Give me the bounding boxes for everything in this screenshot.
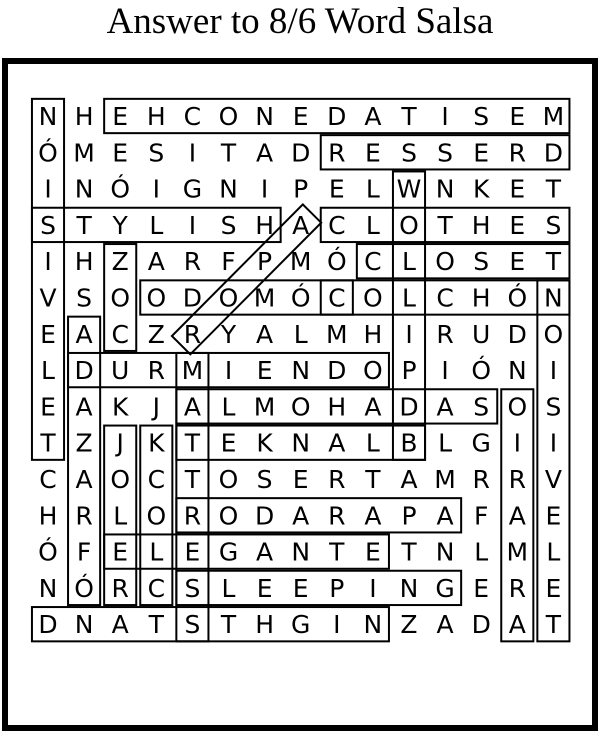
grid-letter[interactable]: F xyxy=(221,247,236,277)
grid-letter[interactable]: D xyxy=(327,356,347,386)
grid-letter[interactable]: E xyxy=(220,428,237,458)
grid-letter[interactable]: N xyxy=(507,356,527,386)
grid-letter[interactable]: E xyxy=(112,537,129,567)
grid-letter[interactable]: O xyxy=(399,210,419,240)
grid-letter[interactable]: L xyxy=(402,247,416,277)
grid-letter[interactable]: S xyxy=(401,138,417,168)
grid-letter[interactable]: N xyxy=(544,283,563,313)
answer-box-elegante xyxy=(104,534,389,568)
grid-letter[interactable]: T xyxy=(220,610,237,640)
grid-letter[interactable]: A xyxy=(436,610,454,640)
grid-letter[interactable]: Z xyxy=(111,247,129,277)
grid-letter[interactable]: A xyxy=(292,501,310,531)
grid-letter[interactable]: A xyxy=(508,610,526,640)
grid-letter[interactable]: T xyxy=(545,174,562,204)
grid-letter[interactable]: N xyxy=(291,428,311,458)
grid-letter[interactable]: Ó xyxy=(507,283,528,313)
grid-letter[interactable]: S xyxy=(473,102,490,131)
grid-letter[interactable]: N xyxy=(38,573,58,603)
grid-letter[interactable]: L xyxy=(149,537,164,567)
grid-letter[interactable]: C xyxy=(436,283,454,313)
grid-letter[interactable]: O xyxy=(290,392,311,422)
grid-letter[interactable]: I xyxy=(441,356,449,386)
grid-letter[interactable]: J xyxy=(116,428,124,458)
grid-letter[interactable]: A xyxy=(111,610,129,640)
grid-letter[interactable]: O xyxy=(146,283,167,313)
grid-letter[interactable]: E xyxy=(256,356,273,386)
grid-letter[interactable]: N xyxy=(74,610,94,640)
grid-letter[interactable]: M xyxy=(253,283,276,313)
grid-letter[interactable]: H xyxy=(471,283,491,313)
grid-letter[interactable]: S xyxy=(473,247,490,277)
grid-letter[interactable]: I xyxy=(549,428,558,458)
grid-letter[interactable]: I xyxy=(333,610,341,640)
grid-letter[interactable]: A xyxy=(364,102,382,131)
grid-letter[interactable]: T xyxy=(401,102,417,131)
grid-letter[interactable]: V xyxy=(39,283,57,313)
grid-letter[interactable]: D xyxy=(543,138,564,168)
grid-letter[interactable]: D xyxy=(182,283,203,313)
grid-letter[interactable]: E xyxy=(112,138,129,168)
grid-letter[interactable]: Y xyxy=(112,210,128,240)
grid-letter[interactable]: S xyxy=(473,392,490,422)
grid-letter[interactable]: L xyxy=(221,573,236,603)
grid-letter[interactable]: A xyxy=(256,319,274,349)
grid-letter[interactable]: G xyxy=(435,573,455,603)
grid-letter[interactable]: L xyxy=(546,537,561,567)
grid-letter[interactable]: D xyxy=(327,102,347,131)
grid-letter[interactable]: S xyxy=(545,392,562,422)
answer-box-closet xyxy=(357,244,570,278)
grid-letter[interactable]: A xyxy=(364,392,382,422)
grid-letter[interactable]: A xyxy=(436,392,454,422)
grid-letter[interactable]: I xyxy=(224,356,233,386)
grid-letter[interactable]: E xyxy=(473,573,490,603)
grid-letter[interactable]: A xyxy=(508,501,526,531)
grid-letter[interactable]: Ó xyxy=(38,537,58,567)
grid-letter[interactable]: S xyxy=(545,210,562,240)
grid-letter[interactable]: E xyxy=(509,247,526,277)
grid-letter[interactable]: D xyxy=(507,319,527,349)
grid-letter[interactable]: P xyxy=(401,356,417,386)
grid-letter[interactable]: A xyxy=(292,210,310,240)
grid-letter[interactable]: D xyxy=(291,138,311,168)
grid-letter[interactable]: O xyxy=(146,501,167,531)
grid-letter[interactable]: D xyxy=(38,610,58,640)
grid-letter[interactable]: N xyxy=(74,174,94,204)
grid-letter[interactable]: E xyxy=(40,319,56,349)
grid-letter[interactable]: E xyxy=(40,392,56,422)
grid-letter[interactable]: Y xyxy=(220,319,237,349)
grid-letter[interactable]: K xyxy=(256,428,273,458)
answer-box-sleeping xyxy=(176,571,461,605)
grid-letter[interactable]: I xyxy=(44,247,52,277)
grid-letter[interactable]: O xyxy=(507,392,528,422)
grid-letter[interactable]: R xyxy=(472,465,490,494)
grid-letter[interactable]: Ó xyxy=(326,247,347,277)
grid-letter[interactable]: W xyxy=(396,174,422,204)
grid-letter[interactable]: E xyxy=(184,537,201,567)
letter-grid xyxy=(38,102,564,639)
grid-letter[interactable]: U xyxy=(111,356,130,386)
grid-letter[interactable]: H xyxy=(74,102,94,131)
grid-letter[interactable]: A xyxy=(328,428,346,458)
grid-letter[interactable]: K xyxy=(472,174,490,204)
grid-letter[interactable]: A xyxy=(400,465,418,494)
grid-letter[interactable]: L xyxy=(474,537,489,567)
grid-letter[interactable]: S xyxy=(76,283,93,313)
grid-letter[interactable]: H xyxy=(255,210,275,240)
grid-letter[interactable]: A xyxy=(75,465,93,494)
grid-letter[interactable]: Z xyxy=(75,428,93,458)
grid-letter[interactable]: O xyxy=(110,465,131,494)
grid-letter[interactable]: K xyxy=(111,392,129,422)
word-search-board xyxy=(0,55,600,731)
grid-letter[interactable]: E xyxy=(545,573,562,603)
grid-letter[interactable]: A xyxy=(256,138,274,168)
grid-letter[interactable]: E xyxy=(112,102,129,131)
grid-letter[interactable]: H xyxy=(146,102,166,131)
grid-letter[interactable]: T xyxy=(40,428,56,458)
grid-letter[interactable]: S xyxy=(184,610,201,640)
grid-letter[interactable]: L xyxy=(113,501,128,531)
grid-letter[interactable]: Ó xyxy=(471,356,492,386)
grid-letter[interactable]: S xyxy=(220,210,237,240)
grid-letter[interactable]: T xyxy=(220,138,237,168)
grid-letter[interactable]: C xyxy=(364,247,382,277)
grid-letter[interactable]: L xyxy=(365,174,380,204)
grid-letter[interactable]: R xyxy=(328,138,346,168)
grid-letter[interactable]: K xyxy=(148,428,165,458)
grid-letter[interactable]: T xyxy=(545,610,562,640)
grid-letter[interactable]: I xyxy=(44,174,52,204)
grid-letter[interactable]: E xyxy=(545,501,562,531)
grid-letter[interactable]: T xyxy=(329,537,345,567)
grid-letter[interactable]: E xyxy=(365,537,381,567)
grid-letter[interactable]: O xyxy=(218,283,239,313)
grid-letter[interactable]: M xyxy=(253,392,276,422)
grid-letter[interactable]: R xyxy=(436,319,454,349)
grid-letter[interactable]: I xyxy=(188,138,197,168)
grid-letter[interactable]: I xyxy=(513,428,521,458)
grid-letter[interactable]: I xyxy=(405,319,413,349)
grid-letter[interactable]: U xyxy=(472,319,491,349)
grid-letter[interactable]: T xyxy=(148,610,164,640)
grid-letter[interactable]: H xyxy=(363,319,383,349)
grid-letter[interactable]: A xyxy=(183,392,201,422)
grid-letter[interactable]: E xyxy=(509,174,526,204)
grid-letter[interactable]: T xyxy=(76,210,92,240)
grid-letter[interactable]: R xyxy=(183,501,202,531)
grid-letter[interactable]: A xyxy=(75,319,93,349)
grid-letter[interactable]: G xyxy=(471,428,491,458)
grid-letter[interactable]: P xyxy=(293,174,309,204)
grid-letter[interactable]: S xyxy=(184,573,201,603)
puzzle-title: Answer to 8/6 Word Salsa xyxy=(106,1,494,42)
grid-letter[interactable]: V xyxy=(544,465,562,494)
grid-letter[interactable]: I xyxy=(188,210,197,240)
grid-letter[interactable]: C xyxy=(147,465,166,494)
grid-letter[interactable]: O xyxy=(218,501,239,531)
grid-letter[interactable]: R xyxy=(508,573,526,603)
grid-letter[interactable]: H xyxy=(255,610,275,640)
grid-letter[interactable]: Ó xyxy=(110,174,131,204)
grid-letter[interactable]: T xyxy=(401,537,417,567)
grid-letter[interactable]: R xyxy=(328,501,346,531)
grid-letter[interactable]: G xyxy=(182,174,203,204)
grid-letter[interactable]: R xyxy=(111,573,129,603)
grid-letter[interactable]: R xyxy=(183,247,202,277)
grid-letter[interactable]: O xyxy=(543,319,564,349)
grid-letter[interactable]: E xyxy=(292,465,309,494)
grid-letter[interactable]: O xyxy=(110,283,131,313)
grid-letter[interactable]: A xyxy=(436,501,454,531)
grid-letter[interactable]: T xyxy=(365,465,381,494)
grid-letter[interactable]: T xyxy=(437,210,453,240)
grid-letter[interactable]: G xyxy=(291,610,311,640)
grid-letter[interactable]: D xyxy=(74,356,94,386)
grid-letter[interactable]: C xyxy=(39,465,57,494)
grid-letter[interactable]: G xyxy=(218,537,239,567)
grid-letter[interactable]: M xyxy=(434,465,456,494)
grid-letter[interactable]: C xyxy=(328,210,346,240)
grid-letter[interactable]: L xyxy=(402,283,416,313)
grid-letter[interactable]: C xyxy=(183,102,202,131)
grid-letter[interactable]: A xyxy=(364,501,382,531)
grid-letter[interactable]: Z xyxy=(147,319,165,349)
grid-letter[interactable]: T xyxy=(184,465,201,494)
grid-letter[interactable]: B xyxy=(400,428,418,458)
grid-letter[interactable]: O xyxy=(218,465,239,494)
grid-letter[interactable]: P xyxy=(257,247,273,277)
grid-letter[interactable]: J xyxy=(152,392,160,422)
grid-letter[interactable]: L xyxy=(293,319,308,349)
grid-letter[interactable]: M xyxy=(506,537,529,567)
grid-letter[interactable]: H xyxy=(327,392,347,422)
grid-letter[interactable]: E xyxy=(365,138,381,168)
grid-letter[interactable]: N xyxy=(435,174,455,204)
grid-letter[interactable]: D xyxy=(471,610,491,640)
grid-letter[interactable]: N xyxy=(363,610,383,640)
grid-letter[interactable]: I xyxy=(441,102,449,131)
grid-letter[interactable]: L xyxy=(149,210,164,240)
grid-letter[interactable]: E xyxy=(328,174,345,204)
grid-letter[interactable]: Ó xyxy=(38,138,58,168)
grid-letter[interactable]: E xyxy=(509,210,526,240)
grid-letter[interactable]: I xyxy=(260,174,269,204)
grid-letter[interactable]: C xyxy=(147,573,166,603)
grid-letter[interactable]: L xyxy=(365,210,380,240)
grid-letter[interactable]: H xyxy=(38,501,58,531)
grid-letter[interactable]: O xyxy=(435,247,455,277)
grid-letter[interactable]: R xyxy=(75,501,93,531)
grid-letter[interactable]: E xyxy=(473,138,490,168)
grid-letter[interactable]: S xyxy=(40,210,56,240)
grid-letter[interactable]: P xyxy=(329,573,345,603)
grid-letter[interactable]: R xyxy=(508,465,526,494)
grid-letter[interactable]: H xyxy=(74,247,94,277)
grid-letter[interactable]: S xyxy=(256,465,273,494)
grid-letter[interactable]: R xyxy=(147,356,165,386)
grid-letter[interactable]: M xyxy=(181,356,204,386)
grid-letter[interactable]: S xyxy=(148,138,165,168)
grid-letter[interactable]: A xyxy=(75,392,93,422)
grid-letter[interactable]: E xyxy=(292,102,309,131)
grid-letter[interactable]: M xyxy=(289,247,312,277)
grid-letter[interactable]: N xyxy=(291,356,311,386)
word-search-grid xyxy=(0,55,600,731)
grid-letter[interactable]: O xyxy=(363,356,383,386)
grid-letter[interactable]: R xyxy=(508,138,526,168)
grid-letter[interactable]: T xyxy=(184,428,201,458)
grid-letter[interactable]: L xyxy=(221,392,236,422)
grid-letter[interactable]: F xyxy=(76,537,92,567)
grid-letter[interactable]: Ó xyxy=(290,283,311,313)
grid-letter[interactable]: N xyxy=(38,102,58,131)
grid-letter[interactable]: I xyxy=(549,356,558,386)
grid-letter[interactable]: M xyxy=(73,138,95,168)
grid-letter[interactable]: E xyxy=(509,102,526,131)
grid-letter[interactable]: L xyxy=(365,428,380,458)
grid-letter[interactable]: R xyxy=(328,465,346,494)
grid-letter[interactable]: N xyxy=(399,573,419,603)
grid-letter[interactable]: M xyxy=(542,102,565,131)
grid-letter[interactable]: P xyxy=(401,501,417,531)
grid-letter[interactable]: O xyxy=(218,102,239,131)
grid-letter[interactable]: D xyxy=(254,501,275,531)
grid-letter[interactable]: C xyxy=(328,283,346,313)
grid-letter[interactable]: N xyxy=(219,174,238,204)
grid-letter[interactable]: E xyxy=(256,573,273,603)
grid-letter[interactable]: L xyxy=(41,356,55,386)
grid-letter[interactable]: N xyxy=(435,537,455,567)
grid-letter[interactable]: H xyxy=(471,210,491,240)
grid-letter[interactable]: N xyxy=(255,102,274,131)
grid-letter[interactable]: D xyxy=(399,392,419,422)
grid-letter[interactable]: R xyxy=(183,319,202,349)
grid-letter[interactable]: S xyxy=(437,138,454,168)
grid-letter[interactable]: L xyxy=(438,428,453,458)
grid-letter[interactable]: I xyxy=(152,174,160,204)
grid-letter[interactable]: F xyxy=(474,501,489,531)
grid-letter[interactable]: O xyxy=(363,283,383,313)
grid-letter[interactable]: T xyxy=(545,247,562,277)
grid-letter[interactable]: I xyxy=(369,573,377,603)
grid-letter[interactable]: N xyxy=(291,537,311,567)
grid-letter[interactable]: C xyxy=(111,319,129,349)
grid-letter[interactable]: M xyxy=(326,319,348,349)
grid-letter[interactable]: Ó xyxy=(74,573,94,603)
grid-letter[interactable]: E xyxy=(292,573,309,603)
grid-letter[interactable]: Z xyxy=(400,610,418,640)
grid-letter[interactable]: A xyxy=(256,537,274,567)
grid-letter[interactable]: A xyxy=(147,247,165,277)
